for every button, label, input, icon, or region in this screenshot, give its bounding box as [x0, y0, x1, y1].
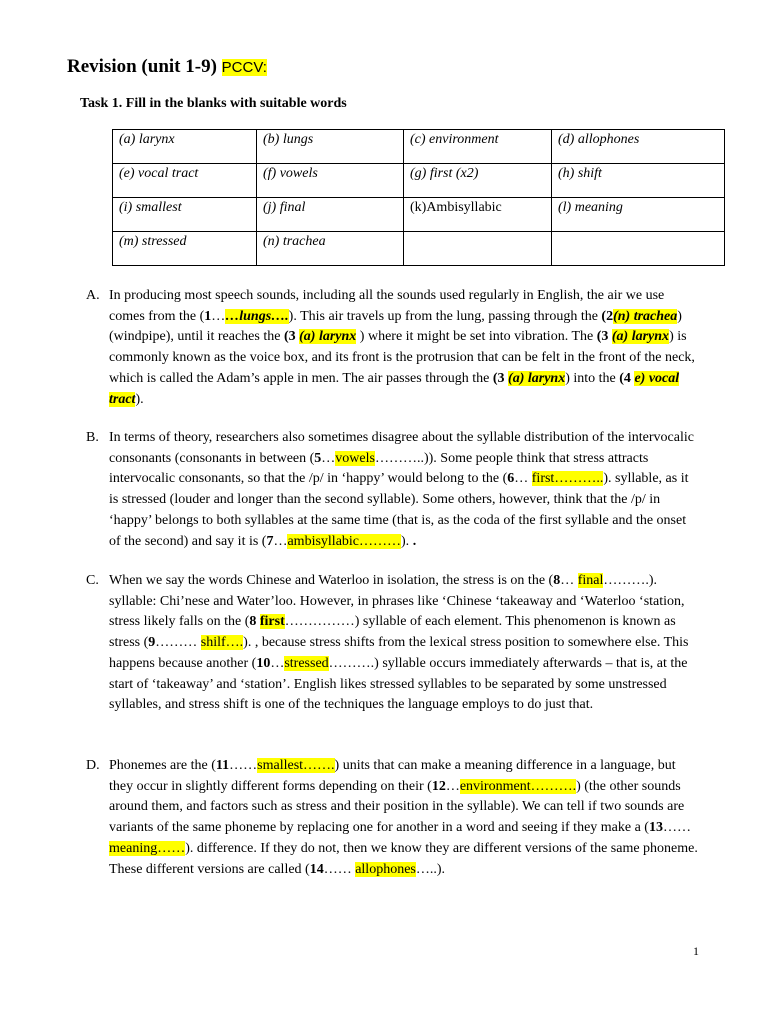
table-row — [113, 232, 725, 266]
text-span: …… — [662, 820, 691, 836]
paragraph-letter: C. — [86, 573, 99, 588]
answer-highlight: shilf…. — [200, 635, 244, 651]
answer-highlight: environment………. — [459, 778, 577, 794]
text-span: …..). — [415, 861, 446, 877]
text-span: In producing most speech sounds, including all the sounds used regularly in English, the air we use comes from the ( — [109, 288, 665, 324]
text-span: ) units that can make a meaning difference in a language, but they occur in slightly different forms depending on their ( — [109, 758, 676, 794]
table-cell: (d) allophones — [552, 130, 725, 164]
blank-number: 1 — [204, 308, 212, 324]
paragraph-body — [109, 756, 698, 880]
text-span: … — [321, 450, 336, 466]
paragraph-letter: B. — [86, 430, 99, 445]
paragraph-b — [86, 428, 698, 552]
answer-highlight: (a) larynx — [611, 329, 670, 345]
answer-highlight: e) vocal tract — [109, 370, 680, 407]
text-span: …… — [229, 758, 258, 773]
text-span: … — [273, 533, 288, 549]
text-span: ). , because stress shifts from the lexical stress position to somewhere else. This happens because another ( — [109, 635, 689, 671]
table-cell: (g) first (x2) — [404, 164, 552, 198]
paragraph-body — [109, 286, 698, 410]
blank-number: 8 — [553, 573, 561, 588]
blank-number: 5 — [314, 450, 322, 466]
text-span: ) is commonly known as the voice box, and its front is the protrusion that can be felt in the front of the neck, which is called the Adam’s apple in men. The air passes through the — [109, 329, 695, 386]
task-heading: Task 1. Fill in the blanks with suitable words — [80, 96, 347, 111]
answer-highlight: stressed — [284, 655, 329, 671]
title-text: Revision (unit 1-9) — [67, 56, 222, 77]
word-bank-table — [112, 129, 725, 266]
text-span: ). — [135, 391, 144, 407]
text-span: ) where it might be set into vibration. The — [356, 329, 597, 345]
table-cell: (c) environment — [404, 130, 552, 164]
paragraph-a — [86, 286, 698, 410]
text-span: . — [412, 533, 417, 549]
paragraph-body — [109, 571, 698, 716]
paragraph-d — [86, 756, 698, 880]
text-span: Phonemes are the ( — [109, 758, 216, 773]
blank-number: (3 — [283, 329, 300, 345]
table-row — [113, 198, 725, 232]
blank-number: 10 — [256, 655, 271, 671]
text-span: ). — [401, 533, 413, 549]
table-cell: (l) meaning — [552, 198, 725, 232]
text-span: … — [445, 778, 460, 794]
table-cell: (k)Ambisyllabic — [404, 198, 552, 232]
table-cell: (h) shift — [552, 164, 725, 198]
answer-highlight: vowels — [335, 450, 375, 466]
blank-number: 12 — [431, 778, 446, 794]
text-span: … — [211, 308, 226, 324]
answer-highlight: (a) larynx — [508, 370, 566, 386]
answer-highlight: (a) larynx — [299, 329, 357, 345]
text-span: ). difference. If they do not, then we know they are different versions of the same phoneme. These different versions are called ( — [109, 840, 698, 877]
text-span: ……… — [155, 635, 201, 651]
table-cell — [404, 232, 552, 266]
blank-number: (2 — [601, 308, 614, 324]
page-title — [67, 56, 267, 78]
answer-highlight: first — [259, 614, 285, 630]
text-span: ……….). syllable: Chi’nese and Water’loo. However, in phrases like ‘Chinese ‘takeaway and ‘Waterloo ‘station, stress likely falls on the ( — [109, 573, 685, 630]
answer-highlight: ambisyllabic……… — [287, 533, 402, 549]
text-span: … — [560, 573, 578, 588]
page-number: 1 — [693, 944, 699, 958]
title-highlight-tag: PCCV: — [221, 59, 267, 76]
table-cell: (f) vowels — [257, 164, 404, 198]
table-cell: (i) smallest — [113, 198, 257, 232]
blank-number: 6 — [507, 471, 515, 487]
table-cell — [552, 232, 725, 266]
answer-highlight: meaning…… — [109, 840, 186, 856]
text-span: ). This air travels up from the lung, passing through the — [288, 308, 602, 324]
answer-highlight: …lungs…. — [225, 308, 289, 324]
paragraph-letter: A. — [86, 288, 100, 303]
text-span: ……….) syllable occurs immediately afterwards – that is, at the start of ‘takeaway’ and ‘station’. English likes stressed syllables to be separated by some unstressed syllables, and stress shift is one of the techniques the language employs to do just that. — [109, 655, 688, 713]
paragraph-body — [109, 428, 698, 552]
answer-highlight: allophones — [355, 861, 416, 877]
blank-number: 9 — [148, 635, 156, 651]
answer-highlight: smallest……. — [257, 758, 335, 773]
table-row — [113, 164, 725, 198]
blank-number: (4 — [619, 370, 635, 386]
text-span: …… — [323, 861, 356, 877]
answer-highlight: final — [577, 573, 604, 588]
blank-number: 14 — [309, 861, 324, 877]
text-span: ) into the — [565, 370, 620, 386]
text-span: When we say the words Chinese and Waterloo in isolation, the stress is on the ( — [109, 573, 554, 588]
answer-highlight: (n) trachea — [613, 308, 678, 324]
text-span: ). syllable, as it is stressed (louder and longer than the second syllable). Some others, however, think that the /p/ in ‘happy’ belongs to both syllables at the same time (that is, as the coda of the first syllable and the onset of the second) and say it is ( — [109, 471, 689, 549]
text-span: ……………) syllable of each element. This phenomenon is known as stress ( — [109, 614, 676, 651]
table-cell: (b) lungs — [257, 130, 404, 164]
table-cell: (e) vocal tract — [113, 164, 257, 198]
text-span: … — [270, 655, 285, 671]
blank-number: (3 — [492, 370, 509, 386]
text-span: ………..)). Some people think that stress attracts intervocalic consonants, so that the /p/ in ‘happy’ would belong to the ( — [109, 450, 649, 487]
answer-highlight: first……….. — [531, 471, 604, 487]
text-span: … — [514, 471, 532, 487]
table-cell: (m) stressed — [113, 232, 257, 266]
table-cell: (a) larynx — [113, 130, 257, 164]
blank-number: 8 — [249, 614, 260, 630]
blank-number: (3 — [596, 329, 612, 345]
blank-number: 11 — [215, 758, 230, 773]
table-cell: (j) final — [257, 198, 404, 232]
table-row — [113, 130, 725, 164]
paragraph-letter: D. — [86, 758, 100, 773]
blank-number: 13 — [648, 820, 663, 836]
paragraph-c — [86, 571, 698, 716]
text-span: In terms of theory, researchers also sometimes disagree about the syllable distribution of the intervocalic consonants (consonants in between ( — [109, 430, 694, 466]
blank-number: 7 — [266, 533, 274, 549]
text-span: ) (the other sounds around them, and factors such as stress and their position in the syllable). We can tell if two sounds are variants of the same phoneme by replacing one for another in a word and seeing if they make a ( — [109, 778, 685, 836]
text-span: ) (windpipe), until it reaches the — [109, 308, 682, 345]
table-cell: (n) trachea — [257, 232, 404, 266]
